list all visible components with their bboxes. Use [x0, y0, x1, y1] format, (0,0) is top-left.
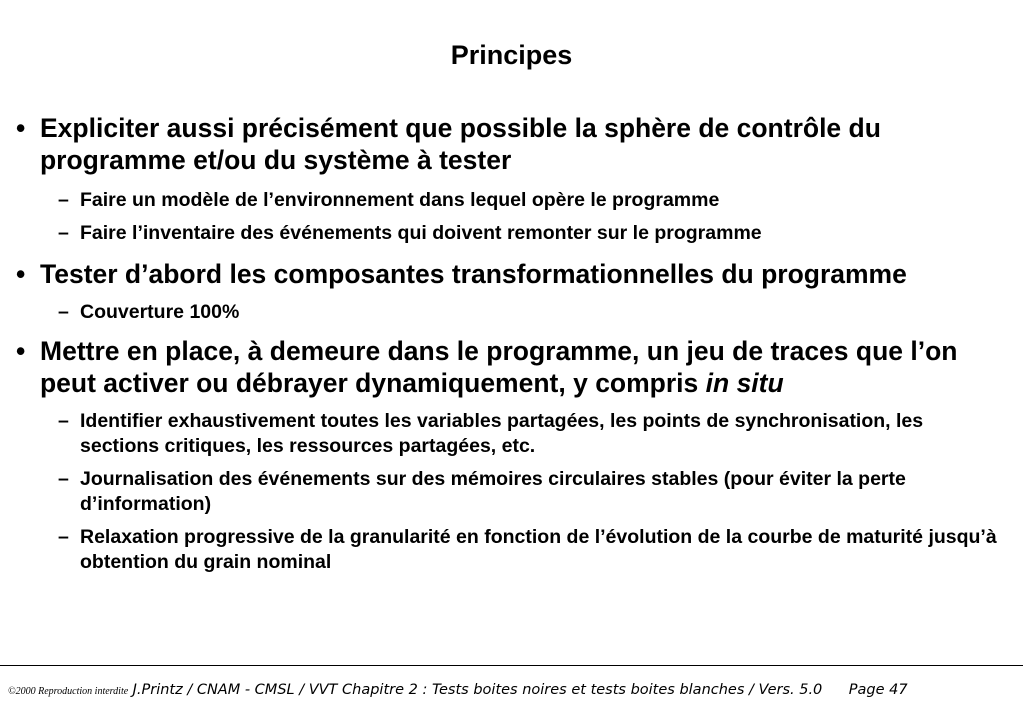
footer-copyright: ©2000 Reproduction interdite	[8, 686, 129, 697]
footer-reference: J.Printz / CNAM - CMSL / VVT Chapitre 2 : Tests boites noires et tests boites blanches / Vers. 5.0	[132, 682, 823, 698]
sub-item	[16, 221, 1006, 246]
dash-marker: –	[58, 410, 69, 432]
sub-item-text: Relaxation progressive de la granularité en fonction de l’évolution de la courbe de maturité jusqu’à obtention du grain nominal	[80, 526, 997, 573]
sub-item	[16, 300, 1006, 325]
bullet-text-emphasis: in situ	[705, 368, 784, 398]
sub-item	[16, 467, 1006, 517]
bullet-marker: •	[16, 336, 26, 366]
sub-item-text: Couverture 100%	[80, 301, 240, 323]
slide-title: Principes	[450, 40, 573, 70]
sub-item-text: Journalisation des événements sur des mémoires circulaires stables (pour éviter la perte d’information)	[80, 468, 906, 515]
sub-item-text: Faire un modèle de l’environnement dans lequel opère le programme	[80, 189, 720, 211]
bullet-item	[16, 258, 1006, 290]
footer-page-number: Page 47	[848, 682, 908, 698]
dash-marker: –	[58, 526, 69, 548]
bullet-text: Mettre en place, à demeure dans le programme, un jeu de traces que l’on peut activer ou débrayer dynamiquement, y compris	[40, 336, 958, 398]
footer	[8, 681, 908, 699]
footer-divider	[0, 665, 1023, 666]
dash-marker: –	[58, 468, 69, 490]
bullet-text: Expliciter aussi précisément que possible la sphère de contrôle du programme et/ou du système à tester	[40, 113, 881, 175]
sub-item	[16, 525, 1006, 575]
sub-item-text: Faire l’inventaire des événements qui doivent remonter sur le programme	[80, 222, 762, 244]
sub-item	[16, 409, 1006, 459]
slide-content	[16, 112, 1006, 575]
sub-item	[16, 188, 1006, 213]
bullet-item	[16, 112, 1006, 176]
bullet-marker: •	[16, 259, 26, 289]
bullet-marker: •	[16, 113, 26, 143]
sub-item-text: Identifier exhaustivement toutes les variables partagées, les points de synchronisation, les sections critiques, les ressources partagées, etc.	[80, 410, 924, 457]
dash-marker: –	[58, 301, 69, 323]
bullet-text: Tester d’abord les composantes transformationnelles du programme	[40, 259, 907, 289]
dash-marker: –	[58, 222, 69, 244]
dash-marker: –	[58, 189, 69, 211]
bullet-item	[16, 335, 1006, 399]
